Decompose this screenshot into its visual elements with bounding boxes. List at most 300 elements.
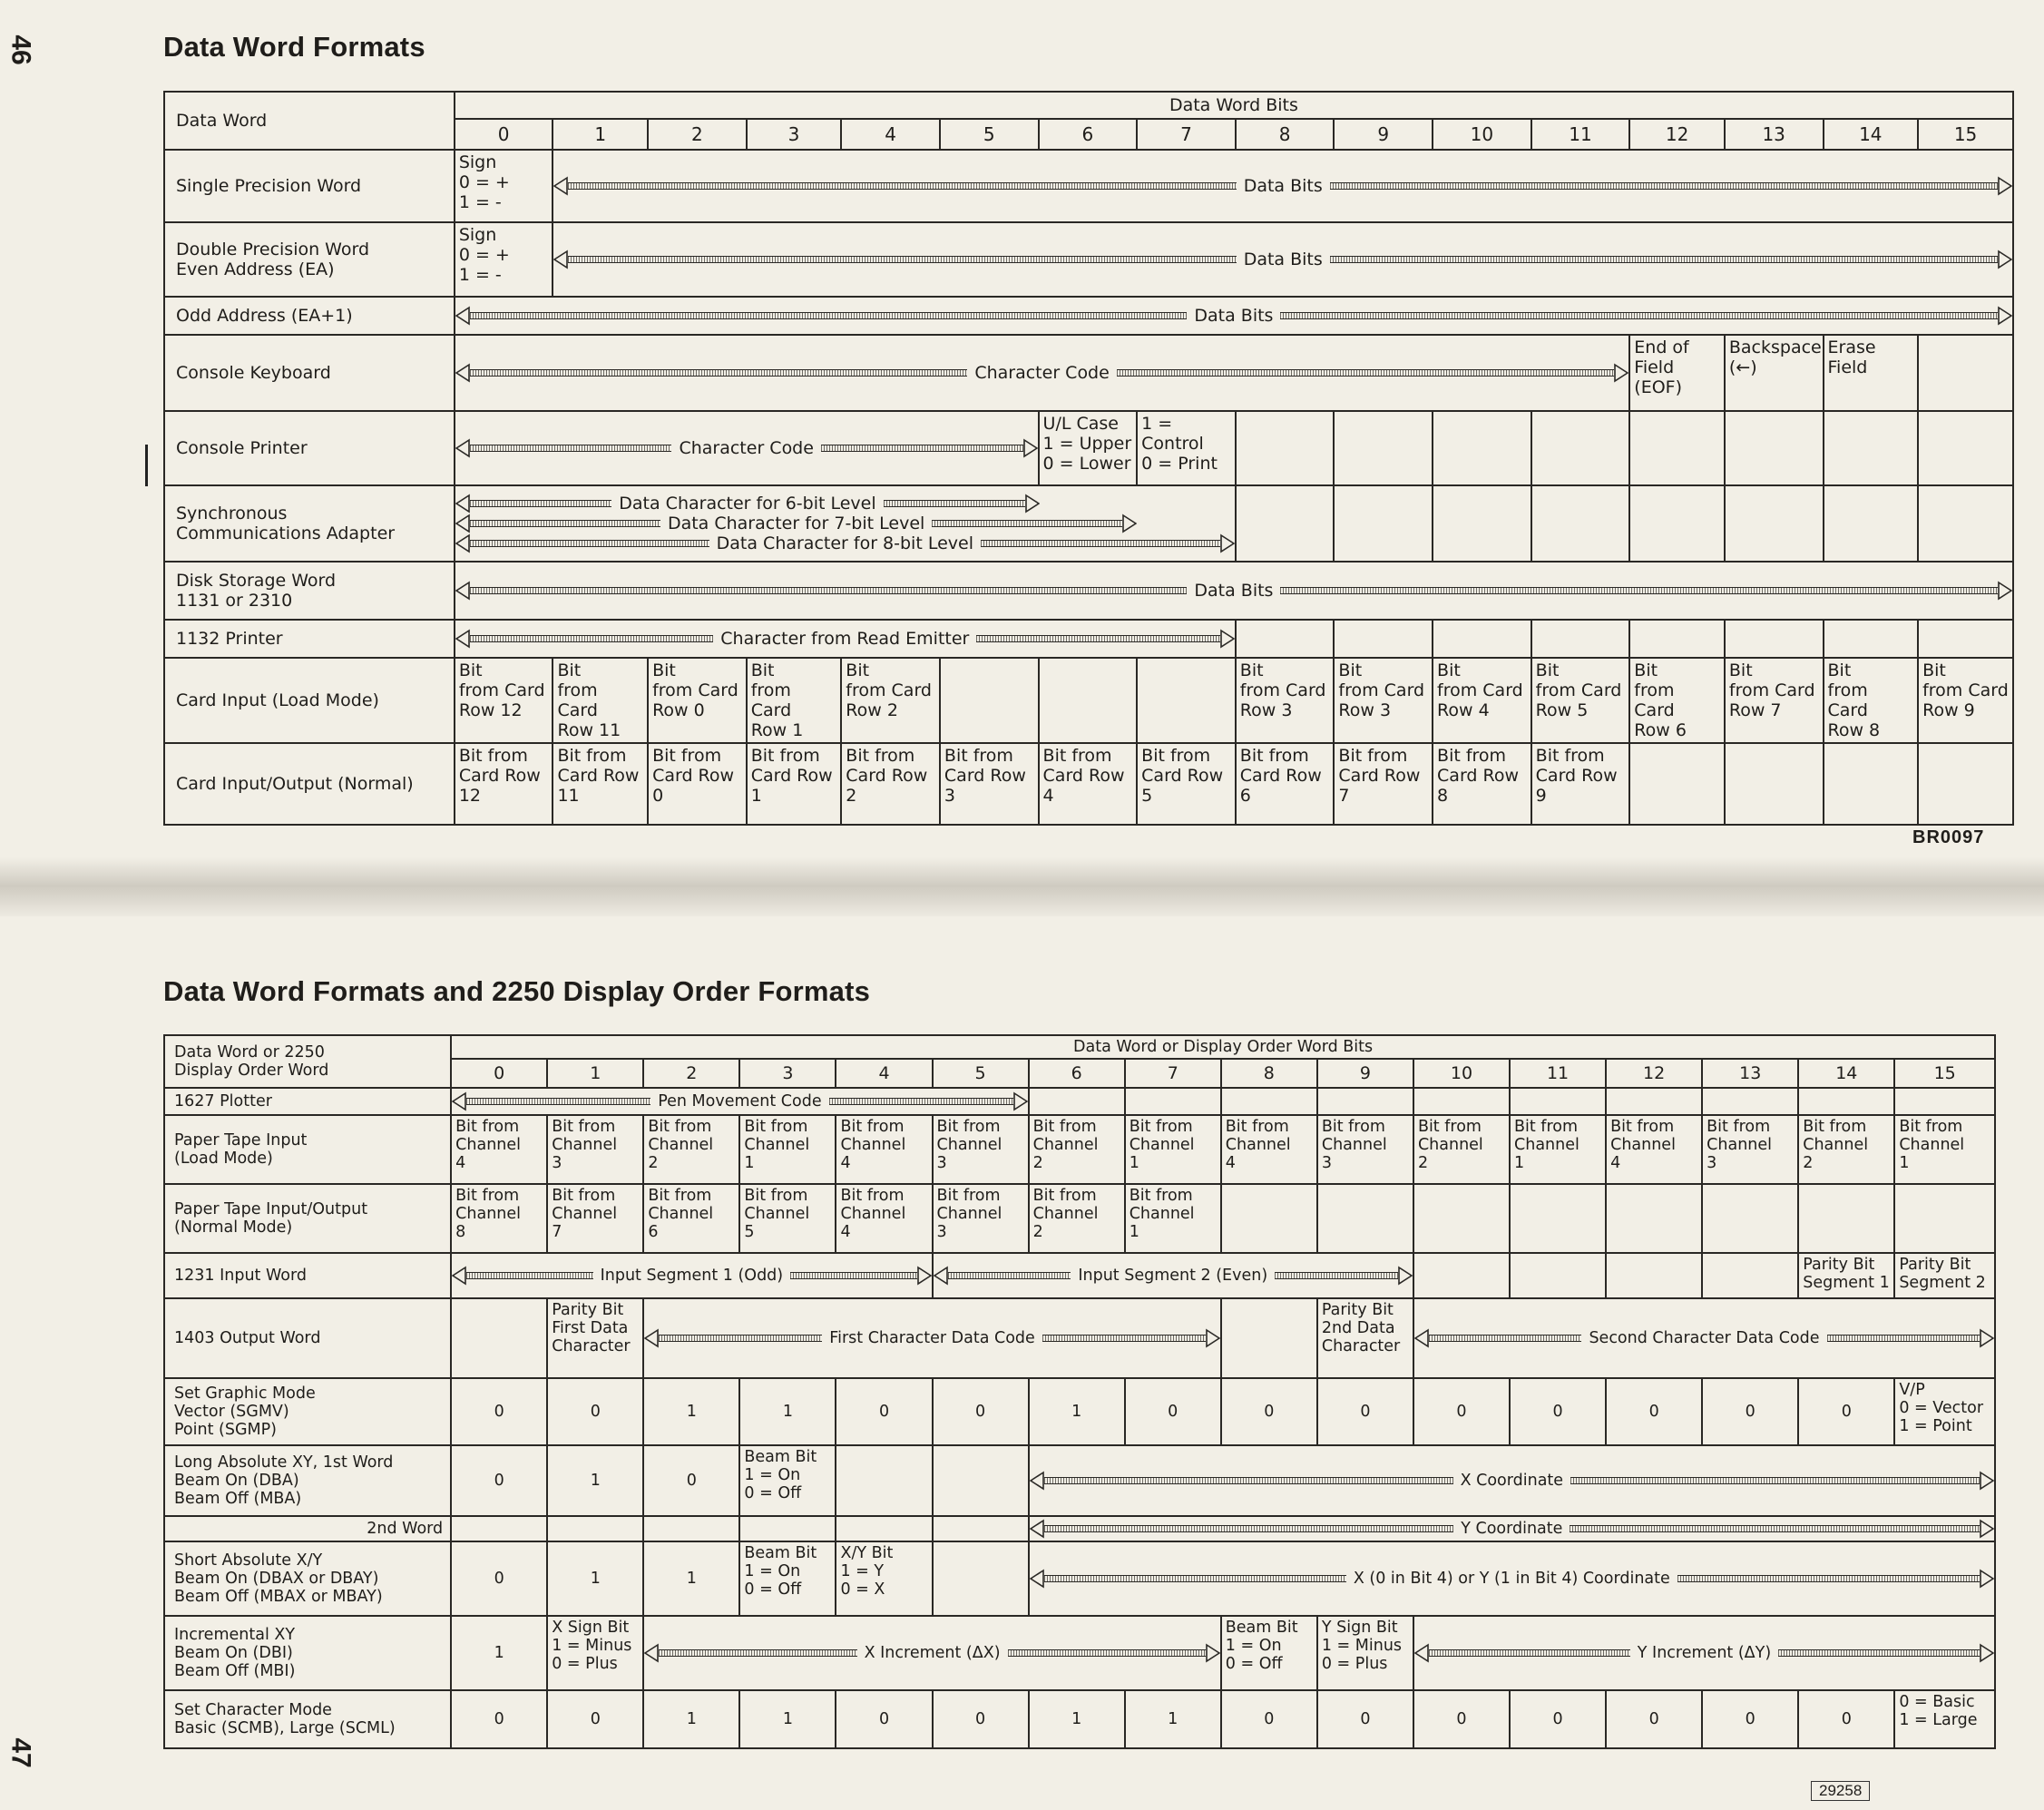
- empty-bit-cell: [1824, 411, 1919, 485]
- bit-number-11: 11: [1531, 119, 1630, 150]
- bit-range-cell: [933, 1253, 1413, 1298]
- arrow-shaft: [1044, 1477, 1453, 1484]
- bit-number-0: 0: [451, 1059, 547, 1088]
- row-header: Data Word or 2250 Display Order Word: [164, 1035, 451, 1088]
- bit-cell: Bit from Card Row 0: [648, 658, 747, 743]
- bit-cell: 0: [1317, 1690, 1413, 1748]
- arrow-left-head-icon: [455, 514, 470, 533]
- bit-range-cell: [643, 1616, 1220, 1690]
- bit-cell: Bit from Card Row 3: [940, 743, 1039, 825]
- span-arrow: [455, 629, 1235, 649]
- arrow-left-head-icon: [455, 494, 470, 514]
- arrow-shaft: [1008, 1649, 1206, 1657]
- bit-cell: 1: [547, 1445, 643, 1516]
- bit-cell: Bit from Channel 1: [1125, 1115, 1221, 1184]
- bit-range-cell: [455, 562, 2013, 620]
- empty-bit-cell: [1725, 485, 1824, 562]
- data-word-formats-table: [163, 91, 2014, 826]
- bit-cell: Beam Bit 1 = On 0 = Off: [739, 1541, 836, 1616]
- bit-number-9: 9: [1334, 119, 1433, 150]
- arrow-shaft: [568, 256, 1236, 263]
- bit-cell: Sign 0 = + 1 = -: [455, 222, 553, 297]
- empty-bit-cell: [1606, 1253, 1702, 1298]
- row-label: 2nd Word: [164, 1516, 451, 1541]
- table-row: [164, 1088, 1995, 1115]
- table-row: [164, 1115, 1995, 1184]
- bit-cell: Bit from Card Row 5: [1531, 658, 1630, 743]
- empty-bit-cell: [1629, 485, 1725, 562]
- bit-range-cell: [553, 222, 2013, 297]
- bit-range-cell: [1029, 1541, 1995, 1616]
- empty-bit-cell: [1334, 411, 1433, 485]
- empty-bit-cell: [1725, 743, 1824, 825]
- bit-cell: 0: [1510, 1690, 1606, 1748]
- table-row: [164, 335, 2013, 411]
- arrow-label: Data Bits: [1194, 581, 1274, 601]
- bit-number-4: 4: [841, 119, 940, 150]
- bit-cell: 1: [1029, 1378, 1125, 1445]
- bit-number-14: 14: [1824, 119, 1919, 150]
- empty-bit-cell: [1894, 1184, 1995, 1253]
- bit-range-cell: [455, 411, 1039, 485]
- bit-range-cell: [1413, 1298, 1995, 1378]
- bit-cell: Bit from Card Row 7: [1334, 743, 1433, 825]
- bit-number-2: 2: [643, 1059, 739, 1088]
- arrow-right-head-icon: [1980, 1471, 1994, 1491]
- row-label: 1132 Printer: [164, 620, 455, 658]
- empty-bit-cell: [836, 1445, 932, 1516]
- bit-cell: Bit from Card Row 9: [1918, 658, 2013, 743]
- empty-bit-cell: [1221, 1184, 1317, 1253]
- bit-range-stack: [455, 485, 1236, 562]
- row-label: Set Graphic Mode Vector (SGMV) Point (SGMP): [164, 1378, 451, 1445]
- figure-code: 29258: [1811, 1781, 1870, 1801]
- empty-bit-cell: [451, 1298, 547, 1378]
- table-row: [164, 1298, 1995, 1378]
- arrow-right-head-icon: [1398, 1266, 1413, 1286]
- arrow-left-head-icon: [452, 1091, 466, 1111]
- span-arrow: [934, 1266, 1413, 1286]
- table-header-row: [164, 92, 2013, 119]
- bit-cell: Bit from Card Row 6: [1629, 658, 1725, 743]
- span-arrow: [455, 533, 1235, 553]
- arrow-label: Input Segment 1 (Odd): [600, 1267, 784, 1285]
- bit-cell: 0: [1413, 1690, 1510, 1748]
- bit-number-11: 11: [1510, 1059, 1606, 1088]
- arrow-shaft: [1429, 1335, 1582, 1342]
- arrow-left-head-icon: [553, 176, 568, 196]
- bits-header: Data Word or Display Order Word Bits: [451, 1035, 1995, 1059]
- arrow-left-head-icon: [452, 1266, 466, 1286]
- empty-bit-cell: [1413, 1088, 1510, 1115]
- span-arrow: [1414, 1328, 1994, 1348]
- arrow-shaft: [470, 445, 672, 452]
- empty-bit-cell: [1824, 620, 1919, 658]
- bit-cell: 0: [933, 1690, 1029, 1748]
- arrow-label: Character Code: [974, 363, 1110, 383]
- span-arrow: [644, 1328, 1219, 1348]
- bit-cell: Bit from Channel 4: [1221, 1115, 1317, 1184]
- arrow-right-head-icon: [1614, 363, 1628, 383]
- bit-number-15: 15: [1894, 1059, 1995, 1088]
- table-row: [164, 222, 2013, 297]
- empty-bit-cell: [1918, 485, 2013, 562]
- arrow-label: Y Increment (ΔY): [1637, 1644, 1772, 1662]
- bit-cell: Parity Bit First Data Character: [547, 1298, 643, 1378]
- arrow-left-head-icon: [1030, 1471, 1044, 1491]
- bit-cell: Bit from Channel 1: [1894, 1115, 1995, 1184]
- empty-bit-cell: [1918, 620, 2013, 658]
- arrow-left-head-icon: [644, 1328, 659, 1348]
- bit-number-1: 1: [553, 119, 648, 150]
- arrow-right-head-icon: [1998, 306, 2012, 326]
- empty-bit-cell: [933, 1516, 1029, 1541]
- empty-bit-cell: [1725, 620, 1824, 658]
- table-row: [164, 1445, 1995, 1516]
- span-arrow: [1030, 1471, 1994, 1491]
- arrow-shaft: [981, 540, 1220, 547]
- figure-code: BR0097: [1912, 827, 1985, 847]
- table-row: [164, 1253, 1995, 1298]
- bit-cell: 1 = Control 0 = Print: [1137, 411, 1236, 485]
- empty-bit-cell: [1125, 1088, 1221, 1115]
- bit-number-0: 0: [455, 119, 553, 150]
- empty-bit-cell: [643, 1516, 739, 1541]
- arrow-label: Data Bits: [1194, 306, 1274, 326]
- span-arrow: [1030, 1569, 1994, 1589]
- empty-bit-cell: [1629, 411, 1725, 485]
- bit-cell: Bit from Card Row 2: [841, 743, 940, 825]
- row-label: 1231 Input Word: [164, 1253, 451, 1298]
- bit-cell: Bit from Card Row 2: [841, 658, 940, 743]
- arrow-shaft: [1330, 256, 1998, 263]
- span-arrow: [553, 176, 2012, 196]
- bit-cell: Bit from Channel 4: [451, 1115, 547, 1184]
- arrow-right-head-icon: [1023, 438, 1038, 458]
- arrow-shaft: [470, 520, 660, 527]
- row-label: Incremental XY Beam On (DBI) Beam Off (MBI): [164, 1616, 451, 1690]
- bit-number-9: 9: [1317, 1059, 1413, 1088]
- page-number-bottom: 47: [5, 1737, 36, 1768]
- empty-bit-cell: [1317, 1184, 1413, 1253]
- arrow-label: Data Bits: [1243, 176, 1323, 196]
- bit-number-7: 7: [1125, 1059, 1221, 1088]
- bit-cell: 1: [643, 1378, 739, 1445]
- empty-bit-cell: [1894, 1088, 1995, 1115]
- bit-number-10: 10: [1413, 1059, 1510, 1088]
- table-row: [164, 743, 2013, 825]
- empty-bit-cell: [1334, 485, 1433, 562]
- bit-cell: Bit from Channel 2: [1798, 1115, 1894, 1184]
- arrow-shaft: [1044, 1525, 1454, 1532]
- bit-cell: Parity Bit Segment 2: [1894, 1253, 1995, 1298]
- bit-cell: Bit from Channel 5: [739, 1184, 836, 1253]
- arrow-left-head-icon: [934, 1266, 948, 1286]
- bit-cell: Bit from Channel 8: [451, 1184, 547, 1253]
- bit-cell: 0: [1702, 1690, 1798, 1748]
- row-label: 1627 Plotter: [164, 1088, 451, 1115]
- bit-range-cell: [643, 1298, 1220, 1378]
- bit-cell: 0: [1221, 1378, 1317, 1445]
- arrow-shaft: [1280, 587, 1998, 594]
- bit-cell: 1: [643, 1541, 739, 1616]
- empty-bit-cell: [1236, 411, 1335, 485]
- arrow-right-head-icon: [1980, 1519, 1994, 1539]
- arrow-shaft: [948, 1272, 1071, 1279]
- empty-bit-cell: [1317, 1088, 1413, 1115]
- bit-cell: Bit from Channel 4: [1606, 1115, 1702, 1184]
- row-label: Double Precision Word Even Address (EA): [164, 222, 455, 297]
- arrow-shaft: [976, 635, 1219, 642]
- arrow-shaft: [1570, 1477, 1980, 1484]
- bit-cell: 0: [1125, 1378, 1221, 1445]
- arrow-left-head-icon: [455, 629, 470, 649]
- bit-cell: Bit from Card Row 5: [1137, 743, 1236, 825]
- arrow-shaft: [659, 1335, 822, 1342]
- span-arrow: [455, 514, 1138, 533]
- arrow-shaft: [1044, 1575, 1346, 1582]
- empty-bit-cell: [739, 1516, 836, 1541]
- empty-bit-cell: [1433, 620, 1531, 658]
- arrow-label: Character Code: [679, 438, 814, 458]
- empty-bit-cell: [1029, 1088, 1125, 1115]
- table-row: [164, 1378, 1995, 1445]
- bit-cell: Bit from Card Row 12: [455, 743, 553, 825]
- row-label: Long Absolute XY, 1st Word Beam On (DBA) Beam Off (MBA): [164, 1445, 451, 1516]
- bit-number-12: 12: [1606, 1059, 1702, 1088]
- empty-bit-cell: [1221, 1298, 1317, 1378]
- bit-number-14: 14: [1798, 1059, 1894, 1088]
- span-arrow: [1030, 1519, 1994, 1539]
- bit-cell: 1: [547, 1541, 643, 1616]
- empty-bit-cell: [1531, 620, 1630, 658]
- empty-bit-cell: [1236, 485, 1335, 562]
- arrow-right-head-icon: [1013, 1091, 1028, 1111]
- table-row: [164, 411, 2013, 485]
- row-label: Card Input (Load Mode): [164, 658, 455, 743]
- bit-cell: Bit from Channel 7: [547, 1184, 643, 1253]
- arrow-label: Pen Movement Code: [658, 1092, 822, 1110]
- bit-cell: Bit from Channel 2: [1413, 1115, 1510, 1184]
- bit-cell: 0: [547, 1690, 643, 1748]
- span-arrow: [455, 438, 1038, 458]
- arrow-left-head-icon: [553, 249, 568, 269]
- arrow-right-head-icon: [1220, 533, 1235, 553]
- arrow-right-head-icon: [1220, 629, 1235, 649]
- row-label: Console Printer: [164, 411, 455, 485]
- bit-cell: Bit from Card Row 8: [1824, 658, 1919, 743]
- row-label: Console Keyboard: [164, 335, 455, 411]
- arrow-label: Input Segment 2 (Even): [1078, 1267, 1268, 1285]
- empty-bit-cell: [836, 1516, 932, 1541]
- bit-cell: V/P 0 = Vector 1 = Point: [1894, 1378, 1995, 1445]
- arrow-left-head-icon: [1030, 1569, 1044, 1589]
- bit-cell: Bit from Channel 6: [643, 1184, 739, 1253]
- arrow-shaft: [470, 635, 713, 642]
- table-row: [164, 1690, 1995, 1748]
- arrow-left-head-icon: [1030, 1519, 1044, 1539]
- bit-cell: Bit from Card Row 9: [1531, 743, 1630, 825]
- arrow-shaft: [790, 1272, 916, 1279]
- empty-bit-cell: [1606, 1184, 1702, 1253]
- arrow-label: Data Character for 8-bit Level: [716, 533, 973, 553]
- arrow-shaft: [821, 445, 1023, 452]
- bit-cell: 0: [1798, 1378, 1894, 1445]
- bit-cell: Bit from Channel 2: [643, 1115, 739, 1184]
- bit-cell: 1: [739, 1690, 836, 1748]
- table-row: [164, 1184, 1995, 1253]
- span-arrow: [455, 581, 2012, 601]
- arrow-shaft: [470, 312, 1188, 319]
- arrow-shaft: [1275, 1272, 1398, 1279]
- empty-bit-cell: [1918, 411, 2013, 485]
- bit-cell: Beam Bit 1 = On 0 = Off: [739, 1445, 836, 1516]
- bit-cell: Bit from Card Row 11: [553, 743, 648, 825]
- span-arrow: [452, 1266, 931, 1286]
- bit-number-5: 5: [933, 1059, 1029, 1088]
- bit-number-2: 2: [648, 119, 747, 150]
- arrow-right-head-icon: [1025, 494, 1040, 514]
- arrow-shaft: [1280, 312, 1998, 319]
- bit-range-cell: [455, 620, 1236, 658]
- empty-bit-cell: [1137, 658, 1236, 743]
- bit-cell: Parity Bit 2nd Data Character: [1317, 1298, 1413, 1378]
- row-label: Disk Storage Word 1131 or 2310: [164, 562, 455, 620]
- empty-bit-cell: [1531, 411, 1630, 485]
- empty-bit-cell: [1702, 1088, 1798, 1115]
- empty-bit-cell: [1629, 620, 1725, 658]
- arrow-label: First Character Data Code: [829, 1329, 1035, 1347]
- arrow-left-head-icon: [455, 438, 470, 458]
- bit-cell: 0: [1606, 1378, 1702, 1445]
- arrow-shaft: [1330, 182, 1998, 190]
- bit-cell: U/L Case 1 = Upper 0 = Lower: [1039, 411, 1138, 485]
- bit-cell: 0: [836, 1690, 932, 1748]
- bit-cell: Bit from Card Row 4: [1039, 743, 1138, 825]
- arrow-left-head-icon: [455, 581, 470, 601]
- arrow-right-head-icon: [1980, 1328, 1994, 1348]
- arrow-shaft: [1042, 1335, 1206, 1342]
- empty-bit-cell: [451, 1516, 547, 1541]
- arrow-shaft: [470, 500, 611, 507]
- empty-bit-cell: [1531, 485, 1630, 562]
- margin-change-bar: [145, 445, 148, 486]
- arrow-right-head-icon: [1122, 514, 1137, 533]
- page-number-top: 46: [5, 34, 36, 65]
- arrow-label: X (0 in Bit 4) or Y (1 in Bit 4) Coordinate: [1353, 1570, 1670, 1588]
- bit-cell: 0: [1606, 1690, 1702, 1748]
- row-label: Synchronous Communications Adapter: [164, 485, 455, 562]
- bit-number-8: 8: [1236, 119, 1335, 150]
- span-arrow: [553, 249, 2012, 269]
- bit-cell: X Sign Bit 1 = Minus 0 = Plus: [547, 1616, 643, 1690]
- bit-cell: Bit from Channel 2: [1029, 1115, 1125, 1184]
- empty-bit-cell: [1221, 1088, 1317, 1115]
- row-label: Card Input/Output (Normal): [164, 743, 455, 825]
- bit-cell: Bit from Card Row 4: [1433, 658, 1531, 743]
- bit-cell: 1: [1125, 1690, 1221, 1748]
- bit-cell: Bit from Channel 4: [836, 1184, 932, 1253]
- arrow-shaft: [466, 1272, 592, 1279]
- empty-bit-cell: [1510, 1253, 1606, 1298]
- bit-cell: Bit from Channel 4: [836, 1115, 932, 1184]
- bit-cell: X/Y Bit 1 = Y 0 = X: [836, 1541, 932, 1616]
- bit-cell: Bit from Card Row 11: [553, 658, 648, 743]
- empty-bit-cell: [933, 1445, 1029, 1516]
- empty-bit-cell: [1606, 1088, 1702, 1115]
- table-row: [164, 1516, 1995, 1541]
- bit-cell: 0 = Basic 1 = Large: [1894, 1690, 1995, 1748]
- empty-bit-cell: [1236, 620, 1335, 658]
- bit-range-cell: [1413, 1616, 1995, 1690]
- bit-range-cell: [455, 297, 2013, 335]
- table-row: [164, 485, 2013, 562]
- bit-cell: Bit from Channel 3: [1702, 1115, 1798, 1184]
- bit-cell: 0: [1317, 1378, 1413, 1445]
- row-label: Short Absolute X/Y Beam On (DBAX or DBAY) Beam Off (MBAX or MBAY): [164, 1541, 451, 1616]
- bit-number-12: 12: [1629, 119, 1725, 150]
- bit-cell: 0: [836, 1378, 932, 1445]
- bit-range-cell: [1029, 1445, 1995, 1516]
- arrow-label: Data Bits: [1243, 249, 1323, 269]
- empty-bit-cell: [1039, 658, 1138, 743]
- arrow-label: Character from Read Emitter: [720, 629, 970, 649]
- bit-cell: Bit from Channel 1: [1510, 1115, 1606, 1184]
- arrow-right-head-icon: [1206, 1328, 1220, 1348]
- bit-cell: Bit from Card Row 1: [747, 743, 842, 825]
- arrow-shaft: [470, 540, 709, 547]
- arrow-shaft: [1570, 1525, 1980, 1532]
- row-label: Odd Address (EA+1): [164, 297, 455, 335]
- arrow-shaft: [884, 500, 1025, 507]
- arrow-shaft: [470, 369, 967, 377]
- arrow-shaft: [470, 587, 1188, 594]
- bit-cell: Bit from Card Row 12: [455, 658, 553, 743]
- arrow-label: Data Character for 6-bit Level: [619, 494, 876, 514]
- section-title-data-word-formats: Data Word Formats: [163, 31, 425, 63]
- empty-bit-cell: [1725, 411, 1824, 485]
- empty-bit-cell: [933, 1541, 1029, 1616]
- bit-cell: 0: [451, 1541, 547, 1616]
- empty-bit-cell: [1413, 1253, 1510, 1298]
- bit-number-5: 5: [940, 119, 1039, 150]
- empty-bit-cell: [1433, 411, 1531, 485]
- arrow-shaft: [659, 1649, 856, 1657]
- table-header-row: [164, 1035, 1995, 1059]
- bit-cell: 0: [643, 1445, 739, 1516]
- section-title-display-order-formats: Data Word Formats and 2250 Display Order Formats: [163, 975, 871, 1007]
- arrow-right-head-icon: [1206, 1643, 1220, 1663]
- bit-cell: 0: [1510, 1378, 1606, 1445]
- arrow-left-head-icon: [455, 533, 470, 553]
- bit-number-8: 8: [1221, 1059, 1317, 1088]
- row-header: Data Word: [164, 92, 455, 150]
- bit-cell: End of Field (EOF): [1629, 335, 1725, 411]
- bit-number-13: 13: [1725, 119, 1824, 150]
- arrow-left-head-icon: [1414, 1643, 1429, 1663]
- arrow-left-head-icon: [644, 1643, 659, 1663]
- arrow-right-head-icon: [1980, 1569, 1994, 1589]
- empty-bit-cell: [1824, 743, 1919, 825]
- empty-bit-cell: [1798, 1184, 1894, 1253]
- arrow-left-head-icon: [455, 363, 470, 383]
- bit-cell: Bit from Card Row 7: [1725, 658, 1824, 743]
- arrow-right-head-icon: [1998, 581, 2012, 601]
- bit-number-13: 13: [1702, 1059, 1798, 1088]
- bit-cell: 0: [451, 1378, 547, 1445]
- bit-cell: 0: [1413, 1378, 1510, 1445]
- bit-cell: 1: [739, 1378, 836, 1445]
